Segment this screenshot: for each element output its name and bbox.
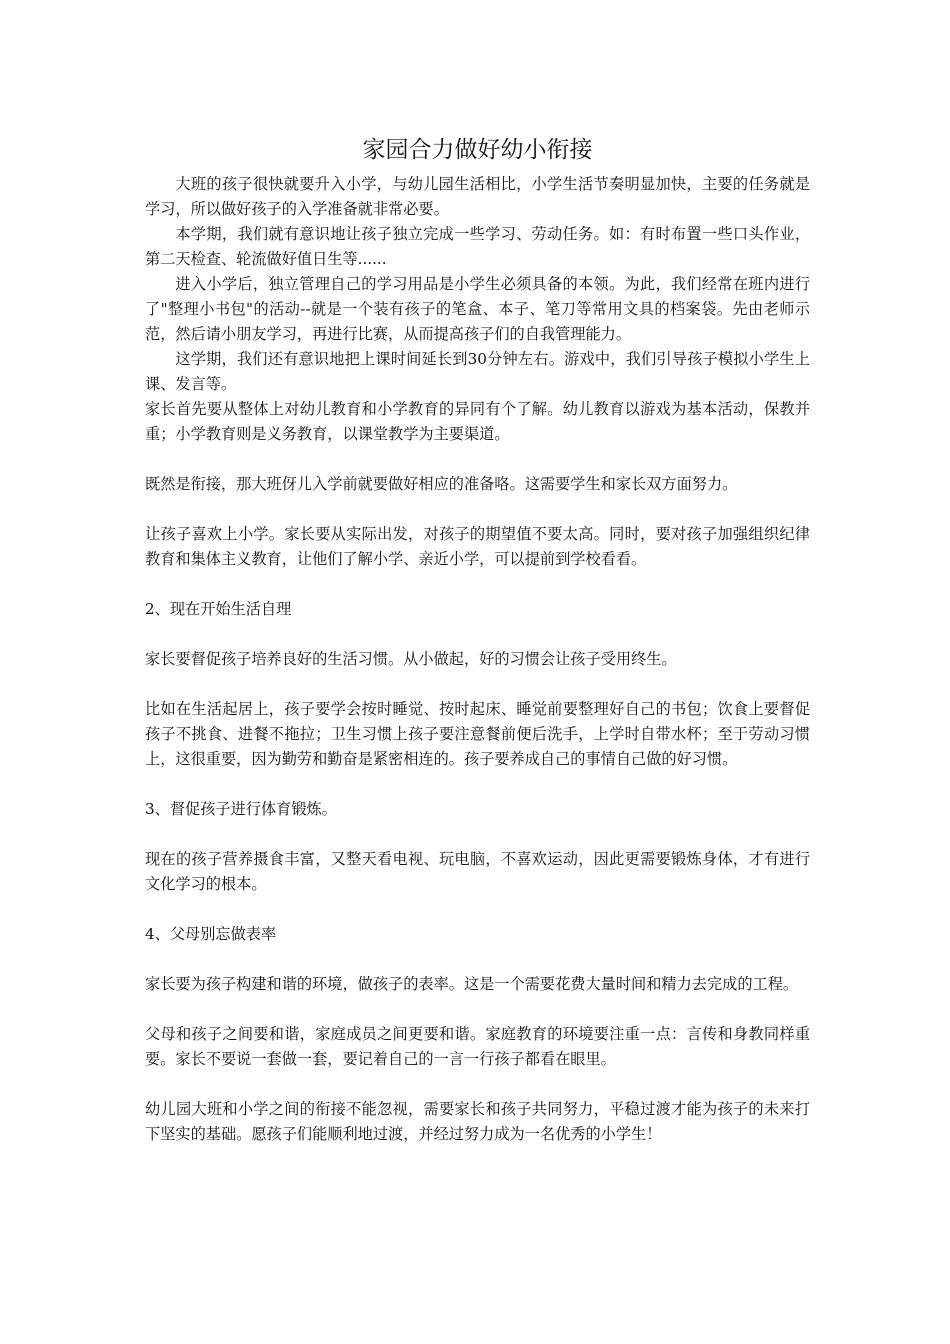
paragraph-class-time: 这学期，我们还有意识地把上课时间延长到30分钟左右。游戏中，我们引导孩子模拟小学生上课、发言等。 bbox=[145, 350, 810, 393]
section-heading-self-care: 2、现在开始生活自理 bbox=[145, 600, 292, 618]
document-body bbox=[145, 130, 810, 1147]
paragraph-school-supplies: 进入小学后，独立管理自己的学习用品是小学生必须具备的本领。为此，我们经常在班内进行了"整理小书包"的活动--就是一个装有孩子的笔盒、本子、笔刀等常用文具的档案袋。先由老师示范，然后请小朋友学习，再进行比赛，从而提高孩子们的自我管理能力。 bbox=[145, 275, 810, 343]
document-title: 家园合力做好幼小衔接 bbox=[362, 137, 593, 163]
paragraph-daily-routine: 比如在生活起居上，孩子要学会按时睡觉、按时起床、睡觉前要整理好自己的书包；饮食上要督促孩子不挑食、进餐不拖拉；卫生习惯上孩子要注意餐前便后洗手，上学时自带水杯；至于劳动习惯上，这很重要，因为勤劳和勤奋是紧密相连的。孩子要养成自己的事情自己做的好习惯。 bbox=[145, 700, 810, 768]
paragraph-parents-understanding: 家长首先要从整体上对幼儿教育和小学教育的异同有个了解。幼儿教育以游戏为基本活动，保教并重；小学教育则是义务教育，以课堂教学为主要渠道。 bbox=[145, 400, 810, 443]
paragraph-family-harmony: 父母和孩子之间要和谐，家庭成员之间更要和谐。家庭教育的环境要注重一点：言传和身教同样重要。家长不要说一套做一套，要记着自己的一言一行孩子都看在眼里。 bbox=[145, 1025, 810, 1068]
paragraph-transition-prep: 既然是衔接，那大班伢儿入学前就要做好相应的准备咯。这需要学生和家长双方面努力。 bbox=[145, 475, 738, 493]
paragraph-good-habits: 家长要督促孩子培养良好的生活习惯。从小做起，好的习惯会让孩子受用终生。 bbox=[145, 650, 677, 668]
paragraph-harmonious-environment: 家长要为孩子构建和谐的环境，做孩子的表率。这是一个需要花费大量时间和精力去完成的工程。 bbox=[145, 975, 799, 993]
paragraph-exercise: 现在的孩子营养摄食丰富，又整天看电视、玩电脑，不喜欢运动，因此更需要锻炼身体，才有进行文化学习的根本。 bbox=[145, 850, 810, 893]
paragraph-conclusion: 幼儿园大班和小学之间的衔接不能忽视，需要家长和孩子共同努力，平稳过渡才能为孩子的未来打下坚实的基础。愿孩子们能顺利地过渡，并经过努力成为一名优秀的小学生！ bbox=[145, 1100, 810, 1143]
paragraph-semester-tasks: 本学期，我们就有意识地让孩子独立完成一些学习、劳动任务。如：有时布置一些口头作业，第二天检查、轮流做好值日生等...... bbox=[145, 225, 810, 268]
section-heading-exercise: 3、督促孩子进行体育锻炼。 bbox=[145, 800, 337, 818]
paragraph-intro: 大班的孩子很快就要升入小学，与幼儿园生活相比，小学生活节奏明显加快，主要的任务就是学习，所以做好孩子的入学准备就非常必要。 bbox=[145, 175, 810, 218]
section-heading-role-model: 4、父母别忘做表率 bbox=[145, 925, 277, 943]
paragraph-like-school: 让孩子喜欢上小学。家长要从实际出发，对孩子的期望值不要太高。同时，要对孩子加强组织纪律教育和集体主义教育，让他们了解小学、亲近小学，可以提前到学校看看。 bbox=[145, 525, 810, 568]
